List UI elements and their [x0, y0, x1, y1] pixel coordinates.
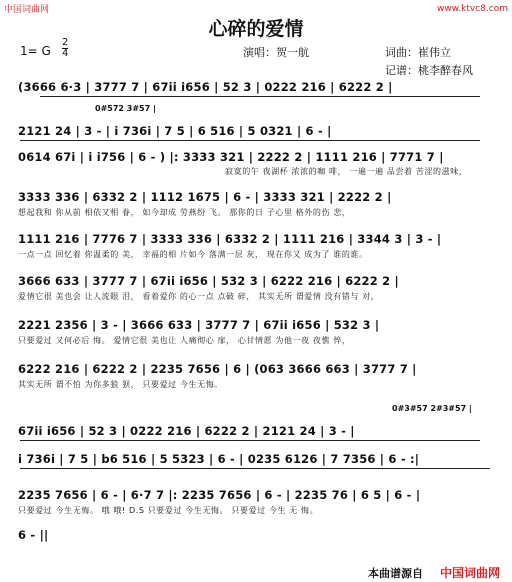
- score-line-8-notes: 2221 2356 | 3 - | 3666 633 | 3777 7 | 67ii i656 | 532 3 |: [18, 318, 380, 332]
- key-signature: 1= G: [20, 44, 51, 58]
- score-line-3-notes: 2121 24 | 3 - | i 736i | 7 5 | 6 516 | 5 0321 | 6 - |: [18, 124, 332, 138]
- watermark-site-name: 中国词曲网: [4, 5, 50, 15]
- score-line-2-grace-notes: 0#572 3#57 |: [95, 104, 156, 113]
- score-line-5-lyrics: 想起我和 你从前 相依又相 眷， 如今却成 劳燕纷 飞。 那你的日 子心里 格外的伤 悲，: [18, 208, 351, 217]
- score-line-10-grace-notes: 0#3#57 2#3#57 |: [392, 404, 472, 413]
- score-line-9-lyrics: 其实无所 谓不怕 为你多狼 狈， 只要爱过 今生无悔。: [18, 380, 223, 389]
- score-line-5-notes: 3333 336 | 6332 2 | 1112 1675 | 6 - | 3333 321 | 2222 2 |: [18, 190, 392, 204]
- singer-label: 演唱：贺一航: [243, 46, 309, 59]
- score-line-8-lyrics: 只要爱过 又何必后 悔。 爱情它很 美也让 人痛彻心 扉， 心甘情愿 为他一夜 夜憔 悴，: [18, 336, 351, 345]
- score-line-6-notes: 1111 216 | 7776 7 | 3333 336 | 6332 2 | 1111 216 | 3344 3 | 3 - |: [18, 232, 442, 246]
- score-line-13-lyrics: 只要爱过 今生无悔。 哦 哦! D.S 只要爱过 今生无悔。 只要爱过 今生 无 悔。: [18, 506, 319, 515]
- footer-site-name: 中国词曲网: [440, 566, 501, 580]
- footer-source-label: 本曲谱源自: [368, 567, 423, 580]
- lyricist-label: 词曲：崔伟立: [385, 46, 451, 59]
- score-line-14-notes: 6 - ||: [18, 528, 49, 542]
- score-line-13-notes: 2235 7656 | 6 - | 6·7 7 |: 2235 7656 | 6 - | 2235 76 | 6 5 | 6 - |: [18, 488, 421, 502]
- score-line-6-lyrics: 一点一点 回忆着 你温柔的 美， 幸福的相 片如今 落满一层 灰， 现在你又 成为了 谁的谁。: [18, 250, 368, 259]
- score-line-7-lyrics: 爱情它很 美也会 让人流眼 泪， 看着爱你 的心一点 点破 碎， 其实无所 谓爱情 没有错与 对，: [18, 292, 380, 301]
- score-line-4-notes: 0614 67i | i i756 | 6 - ) |: 3333 321 | 2222 2 | 1111 216 | 7771 7 |: [18, 150, 444, 164]
- score-line-9-notes: 6222 216 | 6222 2 | 2235 7656 | 6 | (063 3666 663 | 3777 7 |: [18, 362, 417, 376]
- score-line-12-notes: i 736i | 7 5 | b6 516 | 5 5323 | 6 - | 0235 6126 | 7 7356 | 6 - :|: [18, 452, 420, 466]
- time-signature: 2 4: [62, 37, 69, 59]
- watermark-site-url: www.ktvc8.com: [437, 4, 508, 14]
- song-title: 心碎的爱情: [208, 18, 304, 40]
- score-line-11-notes: 67ii i656 | 52 3 | 0222 216 | 6222 2 | 2121 24 | 3 - |: [18, 424, 355, 438]
- score-line-4-lyrics: 寂寞的午 夜湖杯 浓浓的咖 啡， 一遍一遍 品尝着 苦涩的滋味，: [225, 167, 468, 176]
- score-line-7-notes: 3666 633 | 3777 7 | 67ii i656 | 532 3 | 6222 216 | 6222 2 |: [18, 274, 399, 288]
- transcriber-label: 记谱：桃李醉春风: [385, 64, 473, 77]
- score-line-1-notes: (3666 6·3 | 3777 7 | 67ii i656 | 52 3 | 0222 216 | 6222 2 |: [18, 80, 393, 94]
